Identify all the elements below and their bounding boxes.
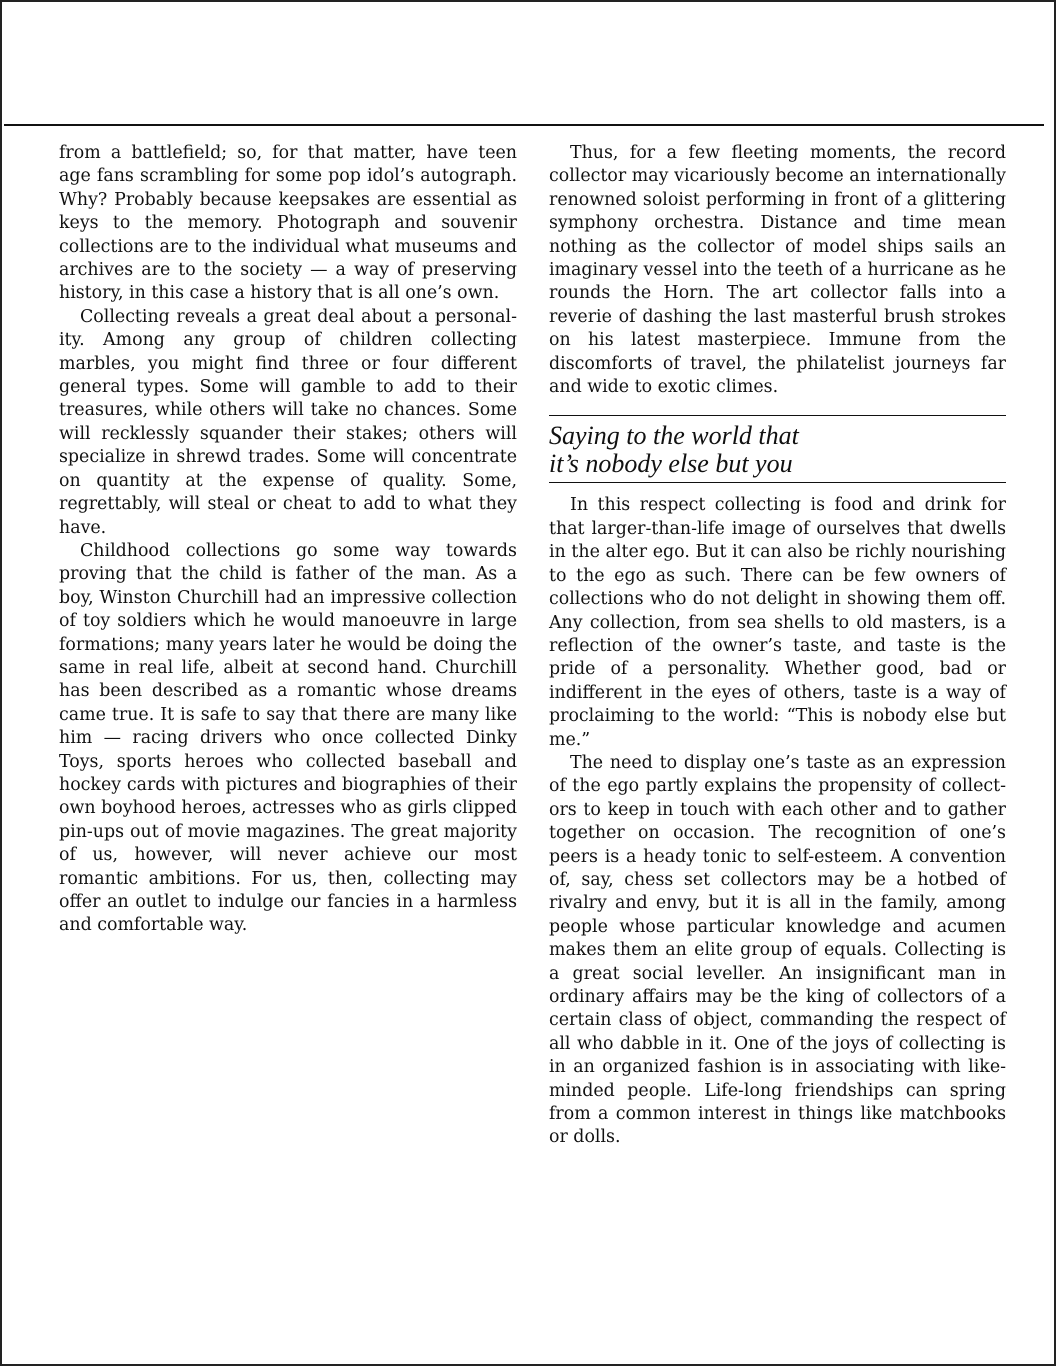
paragraph: Thus, for a few fleeting moments, the record collector may vicariously become an internationally renowned soloist performing in front of a glittering symphony orchestra. Distance and time mean nothing as the collector of model ships sails an imaginary vessel into the teeth of a hurricane as he rounds the Horn. The art collector falls into a reverie of dashing the last masterful brush strokes on his latest masterpiece. Immune from the discomforts of travel, the philatelist journeys far and wide to exotic climes.	[549, 143, 1006, 398]
section-heading-line: Saying to the world that	[549, 421, 799, 451]
paragraph: The need to display one’s taste as an expression of the ego partly explains the propensity of collectors to keep in touch with each other and to gather together on occasion. The recognition of one’s peers is a heady tonic to self-esteem. A convention of, say, chess set collectors may be a hotbed of rivalry and envy, but it is all in the family, among people whose particular knowledge and acumen makes them an elite group of equals. Collecting is a great social leveller. An insignificant man in ordinary affairs may be the king of collectors of a certain class of object, commanding the respect of all who dabble in it. One of the joys of collecting is in an organized fashion is in associating with like-minded people. Life-long friendships can spring from a common interest in things like matchbooks or dolls.	[549, 752, 1006, 1148]
left-column	[59, 142, 517, 938]
section-heading	[549, 415, 1006, 483]
paragraph: Collecting reveals a great deal about a personality. Among any group of children collecting marbles, you might find three or four different general types. Some will gamble to add to their treasures, while others will take no chances. Some will recklessly squander their stakes; others will specialize in shrewd trades. Some will concentrate on quantity at the expense of quality. Some, regrettably, will steal or cheat to add to what they have.	[59, 306, 517, 538]
paragraph: Childhood collections go some way towards proving that the child is father of the man. As a boy, Winston Churchill had an impressive collection of toy soldiers which he would manoeuvre in large formations; many years later he would be doing the same in real life, albeit at second hand. Churchill has been described as a romantic whose dreams came true. It is safe to say that there are many like him — racing drivers who once collected Dinky Toys, sports heroes who collected baseball and hockey cards with pictures and biographies of their own boyhood heroes, actresses who as girls clipped pin-ups out of movie magazines. The great majority of us, however, will never achieve our most romantic ambitions. For us, then, collecting may offer an outlet to indulge our fancies in a harmless and comfortable way.	[59, 540, 517, 936]
right-column	[549, 142, 1006, 1150]
header-rule	[4, 124, 1044, 126]
paragraph: In this respect collecting is food and drink for that larger-than-life image of ourselves that dwells in the alter ego. But it can also be richly nourishing to the ego as such. There can be few owners of collections who do not delight in showing them off. Any collection, from sea shells to old masters, is a reflection of the owner’s taste, and taste is the pride of a personality. Whether good, bad or indifferent in the eyes of others, taste is a way of proclaiming to the world: “This is nobody else but me.”	[549, 495, 1006, 750]
section-heading-line: it’s nobody else but you	[549, 449, 793, 479]
paragraph: from a battlefield; so, for that matter, have teen age fans scrambling for some pop idol’s autograph. Why? Probably because keepsakes are essential as keys to the memory. Photograph and souvenir collections are to the individual what museums and archives are to the society — a way of preserving history, in this case a history that is all one’s own.	[59, 143, 517, 304]
